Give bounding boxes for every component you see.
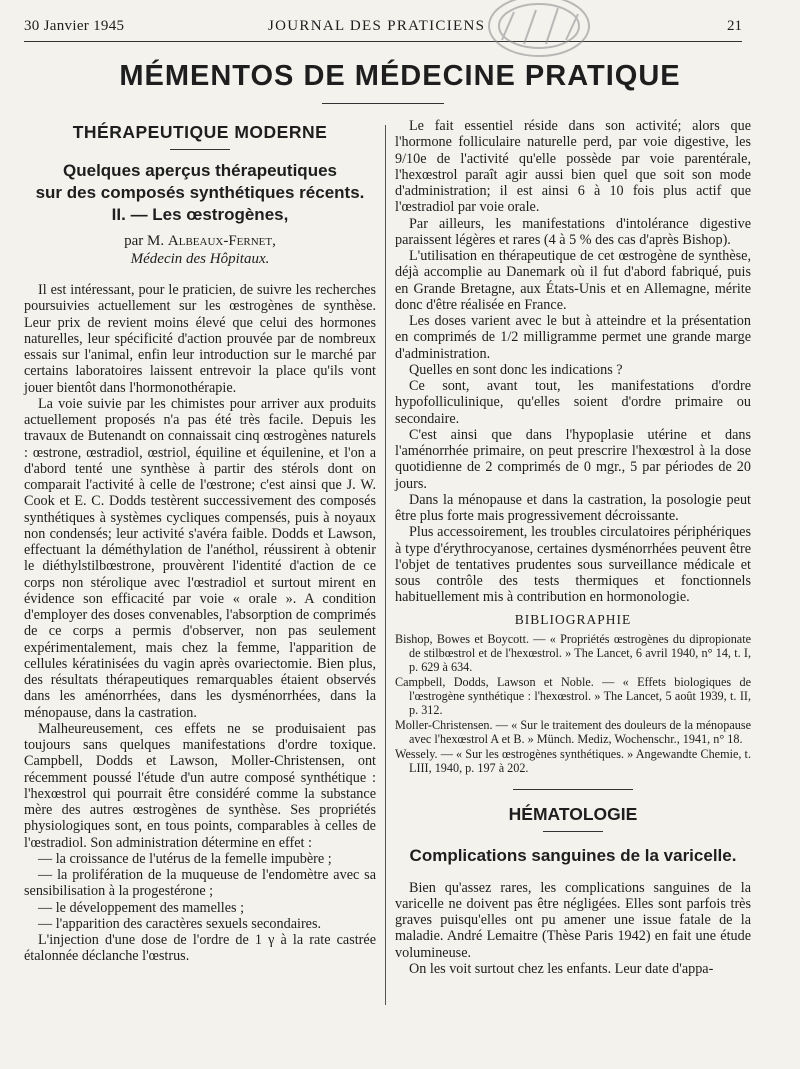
body-paragraph: On les voit surtout chez les enfants. Leur date d'appa- xyxy=(409,960,714,977)
issue-date: 30 Janvier 1945 xyxy=(24,18,125,34)
section-title-hematologie: HÉMATOLOGIE xyxy=(508,803,638,824)
byline xyxy=(24,232,376,268)
header-rule xyxy=(24,41,742,42)
body-paragraph: Dans la ménopause et dans la castration, la posologie peut être plus forte mais progressivement décroissante. xyxy=(395,491,751,524)
body-paragraph: C'est ainsi que dans l'hypoplasie utérine et dans l'aménorrhée primaire, on peut prescrire l'hexœstrol à la dose quotidienne de 2 comprimés de 0 mgr., 5 par périodes de 20 jours. xyxy=(395,426,751,492)
article-title-line: sur des composés synthétiques récents. xyxy=(35,183,365,202)
list-item: — le développement des mamelles ; xyxy=(38,899,245,916)
bibliography-entry: Campbell, Dodds, Lawson et Noble. — « Effets biologiques de l'œstrogène synthétique : l'hexœstrol. » The Lancet, 5 août 1939, t. II, p. 312. xyxy=(395,674,751,717)
library-stamp-icon xyxy=(484,0,604,66)
list-item: — l'apparition des caractères sexuels secondaires. xyxy=(38,915,322,932)
body-paragraph: L'injection d'une dose de l'ordre de 1 γ à la rate castrée étalonnée déclanche l'œstrus. xyxy=(24,932,376,965)
bibliography-heading: BIBLIOGRAPHIE xyxy=(514,611,632,627)
bibliography-entry: Moller-Christensen. — « Sur le traitement des douleurs de la ménopause avec l'hexœstrol A et B. » Münch. Mediz, Wochenschr., 1941, n° 18. xyxy=(395,717,751,746)
left-column xyxy=(24,118,376,965)
right-column xyxy=(395,118,751,977)
author-name: Albeaux-Fernet, xyxy=(167,233,276,249)
body-paragraph: Malheureusement, ces effets ne se produisaient pas toujours sans quelques manifestations d'ordre toxique. Campbell, Dodds et Lawson, Moller-Christensen, ont récemment poussé l'étude d'un autre composé synthétique : l'hexœstrol qui pourrait être considéré comme la substance mère des autres œstrogènes de synthèse. Ses propriétés physiologiques sont, en tous points, comparables à celles de l'œstradiol. Son administration détermine en effet : xyxy=(24,720,376,851)
bibliography-entry: Bishop, Bowes et Boycott. — « Propriétés œstrogènes du dipropionate de stilbœstrol et de l'hexœstrol. » The Lancet, 6 avril 1940, n° 14, t. I, p. 629 à 634. xyxy=(395,631,751,674)
section-rule xyxy=(543,831,603,832)
section-separator xyxy=(513,789,633,790)
body-paragraph: L'utilisation en thérapeutique de cet œstrogène de synthèse, déjà accomplie au Danemark où il fut d'abord fabriqué, puis en Grande Bretagne, aux États-Unis et en Allemagne, mérite donc d'être réalisée en France. xyxy=(395,248,751,313)
body-paragraph: Les doses varient avec le but à atteindre et la présentation en comprimés de 1/2 milligramme permet une grande marge d'administration. xyxy=(395,313,751,362)
list-item: — la croissance de l'utérus de la femelle impubère ; xyxy=(38,850,332,867)
body-paragraph: Le fait essentiel réside dans son activité; alors que l'hormone folliculaire naturelle perd, par voie digestive, les 9/10e de l'activité qu'elle possède par voie parentérale, l'hexœstrol paraît agir aussi bien quel que soit son mode d'administration; il est ainsi 6 à 10 fois plus actif que l'œstradiol par voie orale. xyxy=(395,118,751,216)
bibliography-entry: Wessely. — « Sur les œstrogènes synthétiques. » Angewandte Chemie, t. LIII, 1940, p. 197 à 202. xyxy=(395,746,751,775)
body-paragraph: Bien qu'assez rares, les complications sanguines de la varicelle ne doivent pas être négligées. Elles sont parfois très graves puisqu'elles ont pu amener une issue fatale de la maladie. André Lemaitre (Thèse Paris 1942) en fait une étude volumineuse. xyxy=(395,879,751,961)
article-title-line: Quelques aperçus thérapeutiques xyxy=(63,161,337,180)
page-title: MÉMENTOS DE MÉDECINE PRATIQUE xyxy=(119,60,681,92)
title-rule xyxy=(322,103,444,104)
column-divider xyxy=(385,125,386,1005)
byline-par: par M. xyxy=(124,233,165,249)
page-number: 21 xyxy=(727,18,742,34)
body-paragraph: Par ailleurs, les manifestations d'intolérance digestive paraissent légères et rares (4 à 5 % des cas d'après Bishop). xyxy=(395,215,751,248)
article-title xyxy=(24,160,376,226)
author-role: Médecin des Hôpitaux. xyxy=(130,251,270,267)
body-paragraph: Plus accessoirement, les troubles circulatoires périphériques à type d'érythrocyanose, certaines dysménorrhées peuvent être l'objet de tentatives prudentes sous surveillance médicale et sous contrôle des tests thermiques et fonctionnels habituellement mis à contribution en hormonologie. xyxy=(395,524,751,606)
article-title-line: II. — Les œstrogènes, xyxy=(111,205,289,224)
journal-name: JOURNAL DES PRATICIENS xyxy=(268,18,486,34)
section-rule xyxy=(170,149,230,150)
section-title-therapeutique: THÉRAPEUTIQUE MODERNE xyxy=(72,122,328,142)
body-paragraph: Quelles en sont donc les indications ? xyxy=(409,361,623,378)
body-paragraph: La voie suivie par les chimistes pour arriver aux produits actuellement proposés n'a pas été très facile. Depuis les travaux de Butenandt on connaissait cinq œstrogènes naturels : œstrone, œstradiol, œstriol, équiline et équilenine, et l'on a d'abord tenté une synthèse à partir des stérols dont on comparait l'activité à celle de l'œstrone; c'est ainsi que J. W. Cook et E. C. Dodds testèrent successivement des composés synthétiques à systèmes cycliques compensés, puis à noyaux non condensés; leur activité s'avéra faible. Dodds et Lawson, effectuant la déméthylation de l'anéthol, réussirent à obtenir le diéthylstilbœstrone, prouvèrent l'identité d'action de ce corps non stérolique avec l'œstradiol et surtout mirent en évidence son efficacité par voie « orale ». A condition d'employer des doses convenables, l'absorption de comprimés de ce corps a permis d'observer, non pas seulement expérimentalement, mais chez la femme, l'apparition de cellules kératinisées du vagin après ovariectomie. Bien plus, des résultats thérapeutiques remarquables étaient observés dans les aménorrhées, dans les dysménorrhées, dans la ménopause, dans la castration. xyxy=(24,395,376,721)
article-title: Complications sanguines de la varicelle. xyxy=(409,845,737,865)
body-paragraph: Ce sont, avant tout, les manifestations d'ordre hypofolliculinique, qu'elles soient d'ordre primaire ou secondaire. xyxy=(395,378,751,427)
list-item: — la prolifération de la muqueuse de l'endomètre avec sa sensibilisation à la progestérone ; xyxy=(24,867,376,900)
body-paragraph: Il est intéressant, pour le praticien, de suivre les recherches poursuivies actuellement sur les œstrogènes de synthèse. Leur prix de revient moins élevé que celui des hormones naturelles, leur spécificité d'action prouvée par de nombreux essais sur l'animal, enfin leur introduction sur le marché par certains laboratoires laissent entrevoir la place qu'ils vont jouer bientôt dans l'hormonothérapie. xyxy=(24,282,376,396)
